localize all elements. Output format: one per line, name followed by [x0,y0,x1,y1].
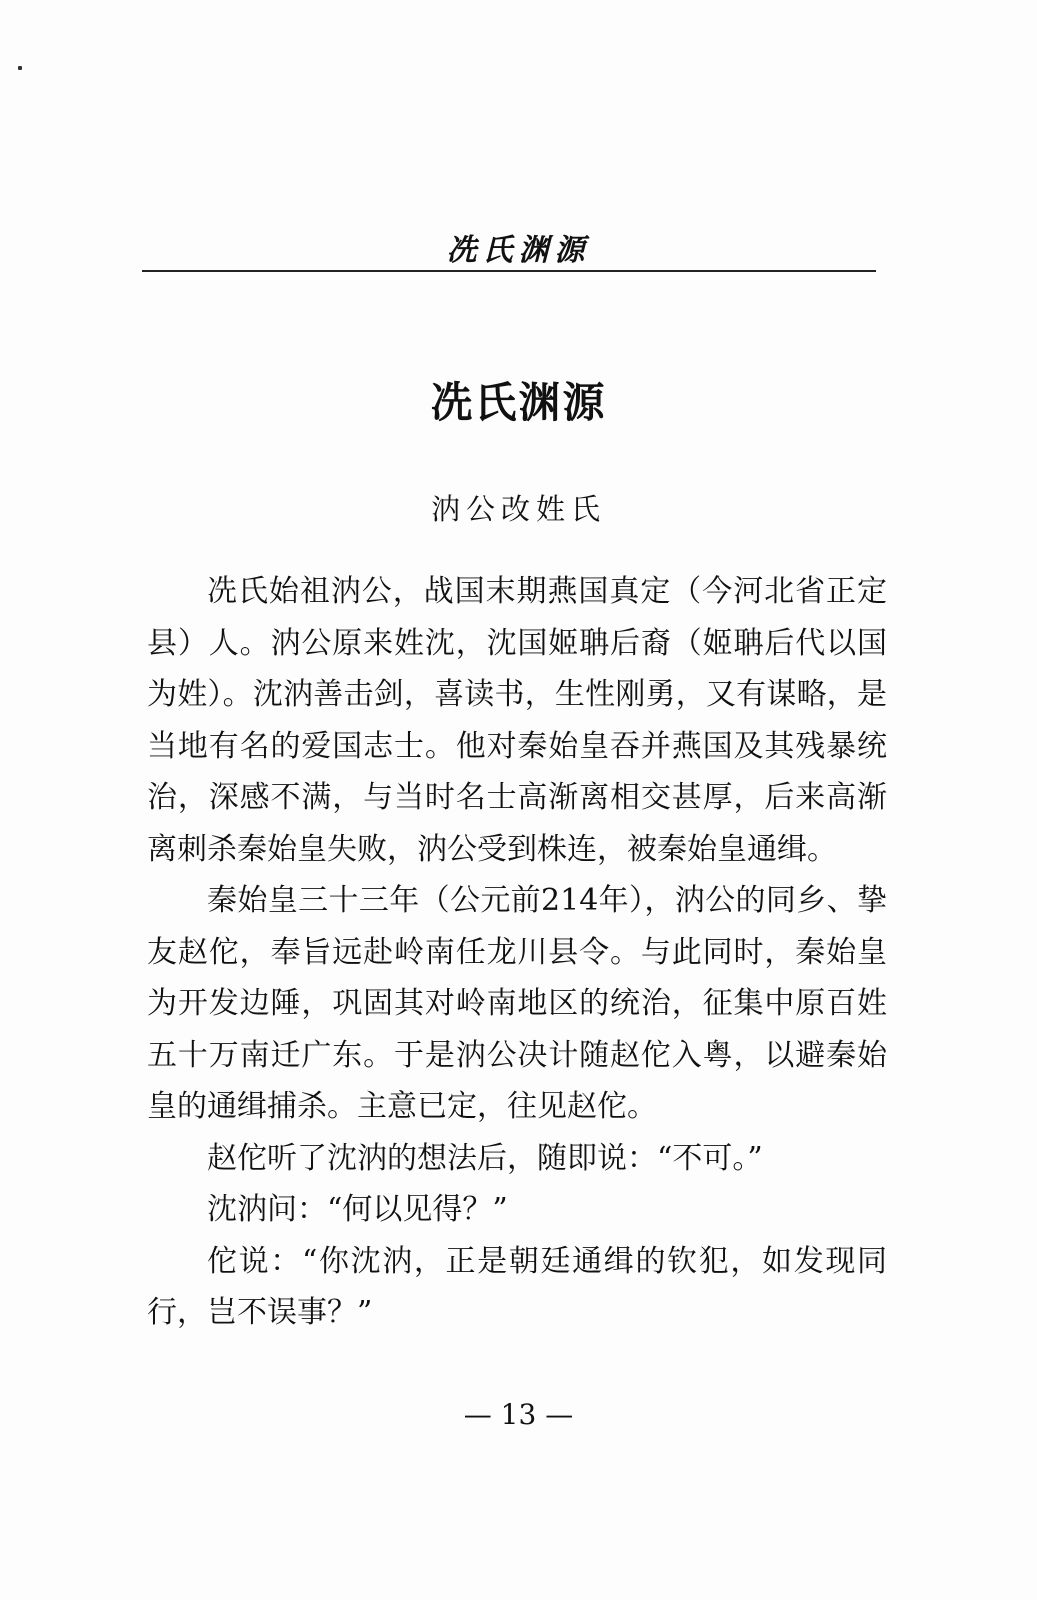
paragraph: 冼氏始祖汭公，战国末期燕国真定（今河北省正定县）人。汭公原来姓沈，沈国姬聃后裔（姬聃后代以国为姓）。沈汭善击剑，喜读书，生性刚勇，又有谋略，是当地有名的爱国志士。他对秦始皇吞并燕国及其残暴统治，深感不满，与当时名士高渐离相交甚厚，后来高渐离刺杀秦始皇失败，汭公受到株连，被秦始皇通缉。 [147,574,887,867]
page-number: — 13 — [463,1398,574,1431]
header-rule [142,270,876,272]
scan-speck [18,66,22,70]
paragraph: 赵佗听了沈汭的想法后，随即说：“不可。” [207,1140,763,1176]
chapter-title: 冼氏渊源 [430,378,607,427]
section-title: 汭公改姓氏 [430,492,606,526]
paragraph: 沈汭问：“何以见得？” [207,1192,508,1227]
paragraph: 佗说：“你沈汭，正是朝廷通缉的钦犯，如发现同行，岂不误事？” [147,1243,887,1330]
paragraph: 秦始皇三十三年（公元前214年），汭公的同乡、挚友赵佗，奉旨远赴岭南任龙川县令。与此同时，秦始皇为开发边陲，巩固其对岭南地区的统治，征集中原百姓五十万南迁广东。于是汭公决计随赵佗入粤，以避秦始皇的通缉捕杀。主意已定，往见赵佗。 [147,883,887,1124]
body-text [147,566,887,1339]
running-header: 冼氏渊源 [446,233,591,268]
